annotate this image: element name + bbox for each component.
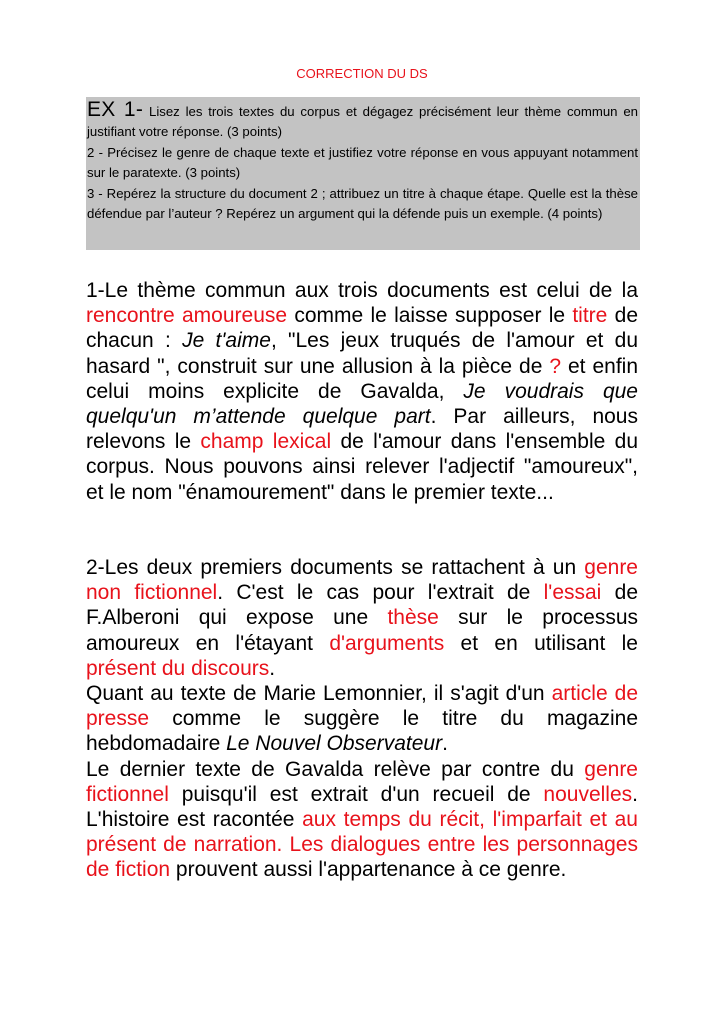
text: 1-Le thème commun aux trois documents est celui de la xyxy=(86,279,638,302)
answer-2-paragraph-3 xyxy=(86,757,638,883)
exercise-title: EX 1- xyxy=(87,98,144,121)
answer-2 xyxy=(86,555,638,883)
text: comme le laisse supposer le xyxy=(287,304,573,328)
keyword: d'arguments xyxy=(329,631,445,655)
text: 2-Les deux premiers documents se rattachent à un xyxy=(86,556,585,579)
keyword: thèse xyxy=(387,606,439,630)
instruction-1-text: Lisez les trois textes du corpus et dégagez précisément leur thème commun en justifiant votre réponse. (3 points) xyxy=(87,104,638,140)
text: . xyxy=(442,732,448,756)
exercise-instructions xyxy=(86,97,640,250)
keyword: nouvelles xyxy=(543,782,633,806)
title-citation: Le Nouvel Observateur xyxy=(226,732,443,756)
text: et enfin celui moins explicite de Gavalda, xyxy=(86,354,638,403)
text: . Par ailleurs, nous relevons le xyxy=(86,405,638,454)
keyword: ? xyxy=(549,354,562,378)
text: Le dernier texte de Gavalda relève par contre du xyxy=(86,757,585,781)
keyword: aux temps du récit, l'imparfait et au présent de narration. Les dialogues entre les personnages de fiction xyxy=(86,808,638,882)
keyword: présent du discours xyxy=(86,656,270,680)
instruction-2: 2 - Précisez le genre de chaque texte et justifiez votre réponse en vous appuyant notamment sur le paratexte. (3 points) xyxy=(87,144,638,181)
keyword: genre non fictionnel xyxy=(86,556,638,605)
answer-2-paragraph-2 xyxy=(86,681,638,757)
text: . L'histoire est racontée xyxy=(86,782,638,832)
keyword: champ lexical xyxy=(200,430,332,454)
text: sur le processus amoureux en l'étayant xyxy=(86,606,638,655)
text: de F.Alberoni qui expose une xyxy=(86,581,639,630)
instruction-3: 3 - Repérez la structure du document 2 ; attribuez un titre à chaque étape. Quelle est la thèse défendue par l’auteur ? Repérez un argument qui la défende puis un exemple. (4 points) xyxy=(87,185,638,222)
text: de l'amour dans l'ensemble du corpus. Nous pouvons ainsi relever l'adjectif "amoureux", et le nom "énamourement" dans le premier texte... xyxy=(86,430,639,504)
keyword: l'essai xyxy=(543,581,602,605)
text: prouvent aussi l'appartenance à ce genre. xyxy=(170,858,567,882)
keyword: article de presse xyxy=(86,682,639,731)
keyword: genre fictionnel xyxy=(86,757,638,806)
text: et en utilisant le xyxy=(444,631,638,655)
keyword: titre xyxy=(572,304,608,328)
text: puisqu'il est extrait d'un recueil de xyxy=(168,782,544,806)
answer-1-paragraph xyxy=(86,278,638,505)
text: , "Les jeux truqués de l'amour et du hasard ", construit sur une allusion à la pièce de xyxy=(86,329,638,378)
instruction-1 xyxy=(87,100,638,143)
title-citation: Je voudrais que quelqu'un m’attende quelque part xyxy=(86,379,638,429)
title-citation: Je t'aime xyxy=(182,329,271,353)
text: . xyxy=(269,656,276,680)
answer-1 xyxy=(86,278,638,505)
answer-2-paragraph-1 xyxy=(86,555,638,681)
text: comme le suggère le titre du magazine hebdomadaire xyxy=(86,707,638,756)
text: . C'est le cas pour l'extrait de xyxy=(217,581,544,605)
keyword: rencontre amoureuse xyxy=(86,304,288,328)
text: Quant au texte de Marie Lemonnier, il s'agit d'un xyxy=(86,682,552,706)
page-title: CORRECTION DU DS xyxy=(296,66,428,81)
text: de chacun : xyxy=(86,304,638,353)
